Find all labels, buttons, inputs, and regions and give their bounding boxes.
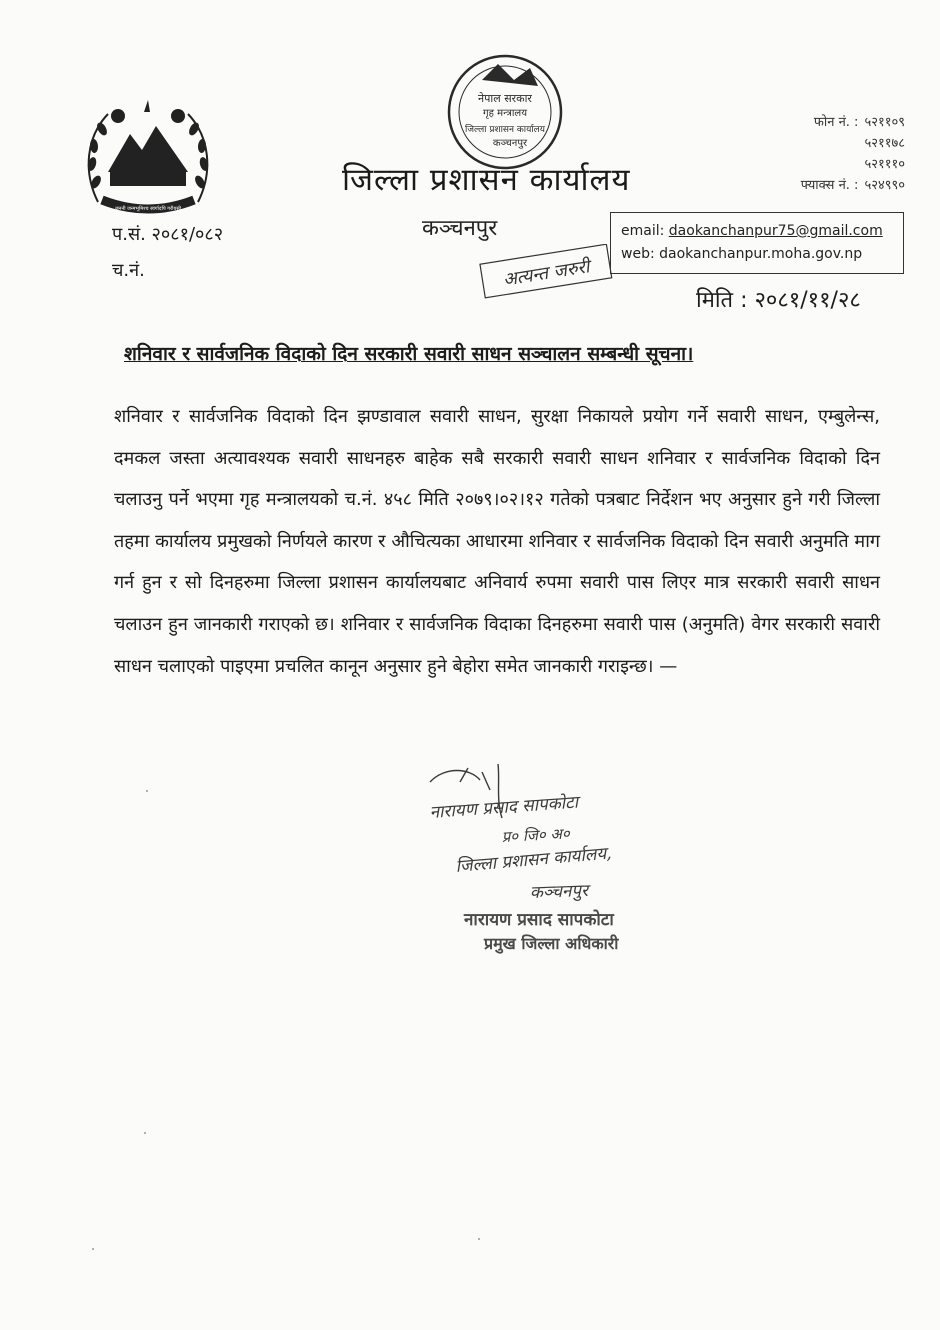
district-name: कञ्चनपुर	[422, 216, 498, 241]
scan-speck	[146, 790, 148, 792]
phone-block	[740, 112, 905, 196]
phone-number-2: ५२११७८	[864, 136, 905, 151]
emblem-motto: जननी जन्मभूमिश्च स्वर्गादपि गरीयसी	[114, 206, 182, 212]
seal-line-3: जिल्ला प्रशासन कार्यालय	[465, 125, 545, 135]
web-link[interactable]: daokanchanpur.moha.gov.np	[659, 246, 863, 262]
reference-number: प.सं. २०८१/०८२	[112, 224, 224, 245]
signature-line-2: प्र० जि० अ०	[501, 824, 571, 846]
fax-label: फ्याक्स नं. :	[800, 178, 859, 193]
body-paragraph: शनिवार र सार्वजनिक विदाको दिन झण्डावाल सवारी साधन, सुरक्षा निकायले प्रयोग गर्ने सवारी साधन, एम्बुलेन्स, दमकल जस्ता अत्यावश्यक सवारी साधनहरु बाहेक सबै सरकारी सवारी साधन शनिवार र सार्वजनिक विदाको दिन चलाउनु पर्ने भएमा गृह मन्त्रालयको च.नं. ४५८ मिति २०७९।०२।१२ गतेको पत्रबाट निर्देशन भए अनुसार हुने गरी जिल्ला तहमा कार्यालय प्रमुखको निर्णयले कारण र औचित्यका आधारमा शनिवार र सार्वजनिक विदाको दिन सवारी अनुमति माग गर्न हुन र सो दिनहरुमा जिल्ला प्रशासन कार्यालयबाट अनिवार्य रुपमा सवारी पास लिएर मात्र सरकारी सवारी साधन चलाउन हुन जानकारी गराएको छ। शनिवार र सार्वजनिक विदाका दिनहरुमा सवारी पास (अनुमति) वेगर सरकारी सवारी साधन चलाएको पाइएमा प्रचलित कानून अनुसार हुने बेहोरा समेत जानकारी गराइन्छ। —	[114, 406, 880, 677]
signatory-name: नारायण प्रसाद सापकोटा	[464, 910, 614, 930]
fax-number: ५२४९९०	[864, 178, 905, 193]
phone-number-3: ५२१११०	[864, 157, 905, 172]
office-title: जिल्ला प्रशासन कार्यालय	[342, 162, 631, 198]
office-seal-stamp	[440, 50, 570, 175]
email-label: email:	[621, 223, 665, 239]
signature-line-4: कञ्चनपुर	[529, 880, 589, 903]
web-label: web:	[621, 246, 655, 262]
contact-box	[610, 212, 904, 274]
seal-line-4: कञ्चनपुर	[492, 138, 528, 149]
signature-line-1: नारायण प्रसाद सापकोटा	[428, 792, 579, 823]
nepal-emblem-icon	[78, 92, 218, 222]
scan-speck	[478, 1238, 480, 1240]
urgent-stamp-text: अत्यन्त जरुरी	[501, 256, 591, 291]
phone-label: फोन नं. :	[813, 115, 859, 130]
scan-speck	[92, 1248, 94, 1250]
signatory-title: प्रमुख जिल्ला अधिकारी	[484, 934, 619, 953]
scan-speck	[144, 1132, 146, 1134]
signature-line-3: जिल्ला प्रशासन कार्यालय,	[454, 843, 613, 877]
urgent-stamp	[476, 244, 616, 300]
letter-date: मिति : २०८१/११/२८	[696, 288, 861, 313]
email-link[interactable]: daokanchanpur75@gmail.com	[668, 223, 883, 239]
seal-line-2: गृह मन्त्रालय	[482, 108, 528, 119]
subject-heading: शनिवार र सार्वजनिक विदाको दिन सरकारी सवारी साधन सञ्चालन सम्बन्धी सूचना।	[124, 343, 694, 365]
phone-number-1: ५२११०९	[864, 115, 905, 130]
dispatch-number: च.नं.	[112, 260, 145, 281]
handwritten-signature	[420, 760, 740, 910]
seal-line-1: नेपाल सरकार	[478, 92, 532, 105]
